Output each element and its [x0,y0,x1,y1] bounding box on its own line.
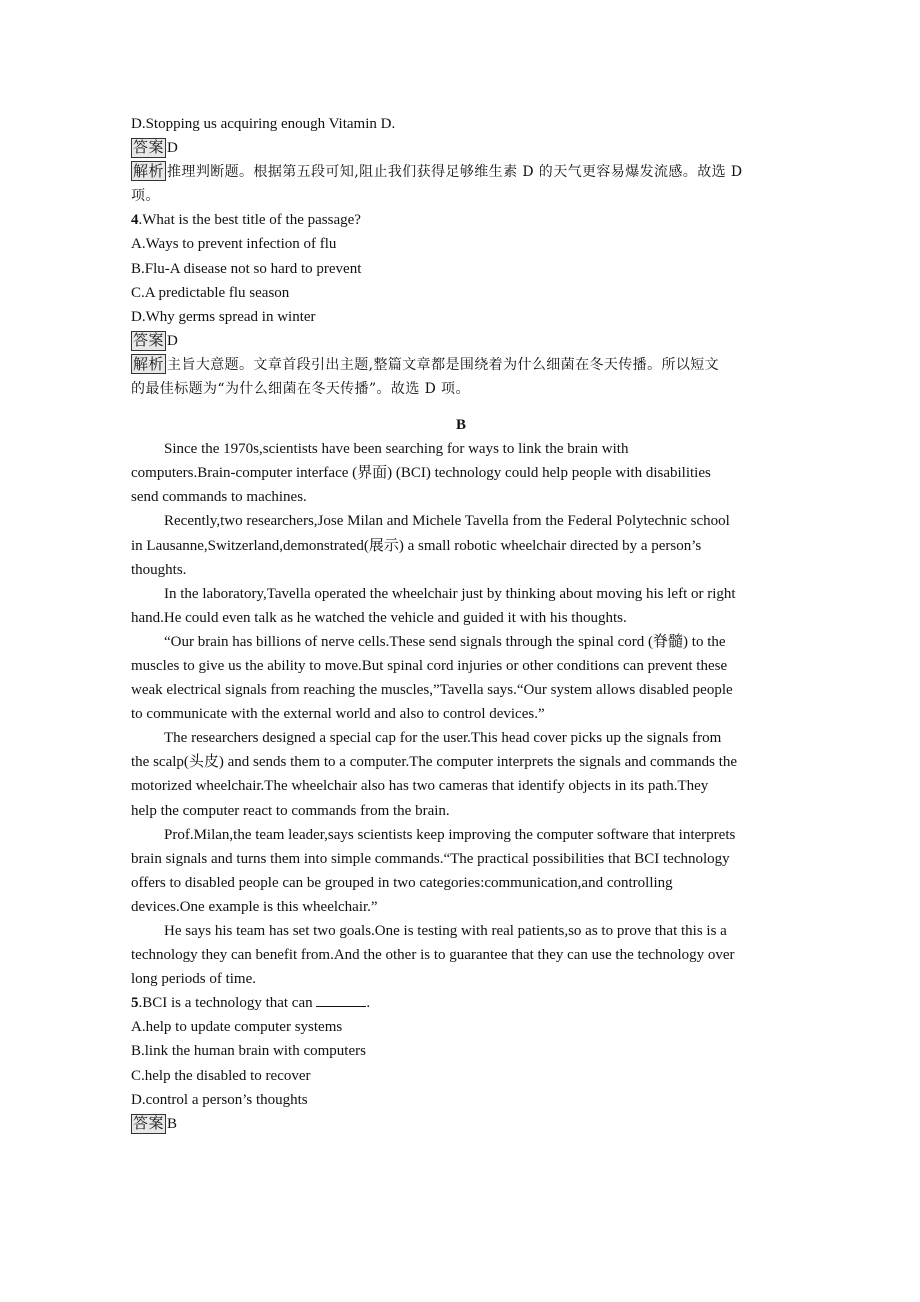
q3-explain-row [131,160,791,184]
passage-line: help the computer react to commands from the brain. [131,802,450,819]
q3-explain-line2: 项。 [131,188,160,205]
q5-option-d: D.control a person’s thoughts [131,1091,308,1108]
passage-paragraph-6 [131,823,791,919]
passage-paragraph-4 [131,630,791,726]
q4-answer-row [131,329,791,353]
q5-question [131,991,791,1015]
passage-line: long periods of time. [131,971,256,988]
answer-tag: 答案 [133,1115,165,1132]
passage-line: The researchers designed a special cap for the user.This head cover picks up the signals from [164,730,722,747]
q5-option-c: C.help the disabled to recover [131,1067,311,1084]
passage-line: He says his team has set two goals.One is testing with real patients,so as to prove that this is a [164,923,727,939]
q4-option-a: A.Ways to prevent infection of flu [131,236,337,253]
q5-question-text: .BCI is a technology that can [138,995,313,1012]
passage-paragraph-7 [131,919,791,991]
passage-line: In the laboratory,Tavella operated the wheelchair just by thinking about moving his left or right [164,585,736,602]
passage-paragraph-3 [131,582,791,630]
q3-option-d: D.Stopping us acquiring enough Vitamin D. [131,116,396,132]
q5-option-b: B.link the human brain with computers [131,1043,366,1060]
passage-line: muscles to give us the ability to move.But spinal cord injuries or other conditions can prevent these [131,657,728,674]
q5-option-a: A.help to update computer systems [131,1019,343,1036]
q5-question-end: . [366,995,371,1012]
q3-answer-row [131,136,791,160]
q4-answer: D [167,332,178,349]
passage-line: weak electrical signals from reaching the muscles,”Tavella says.“Our system allows disabled people [131,682,733,699]
q4-option-d: D.Why germs spread in winter [131,308,316,325]
passage-line: send commands to machines. [131,489,307,506]
q4-option-b: B.Flu-A disease not so hard to prevent [131,260,362,277]
q4-explain-row [131,353,791,377]
passage-line: Since the 1970s,scientists have been searching for ways to link the brain with [164,441,629,458]
q4-question-text: .What is the best title of the passage? [138,212,361,229]
q4-option-c: C.A predictable flu season [131,284,290,301]
passage-line: brain signals and turns them into simple commands.“The practical possibilities that BCI technology [131,850,730,867]
passage-paragraph-5 [131,726,791,822]
answer-tag: 答案 [133,332,165,349]
passage-line: hand.He could even talk as he watched the vehicle and guided it with his thoughts. [131,609,627,626]
passage-line: Recently,two researchers,Jose Milan and Michele Tavella from the Federal Polytechnic school [164,513,730,530]
answer-tag: 答案 [133,140,165,157]
passage-line: in Lausanne,Switzerland,demonstrated(展示) a small robotic wheelchair directed by a person’s [131,537,702,554]
answer-blank [316,992,366,1007]
q3-answer: D [167,140,178,157]
q5-answer-row [131,1112,791,1136]
passage-paragraph-2 [131,509,791,581]
q3-explain-line1: 推理判断题。根据第五段可知,阻止我们获得足够维生素 D 的天气更容易爆发流感。故选 D [167,164,743,181]
passage-line: Prof.Milan,the team leader,says scientists keep improving the computer software that interprets [164,826,736,843]
passage-line: to communicate with the external world and also to control devices.” [131,706,545,723]
passage-line: thoughts. [131,561,187,578]
q5-number: 5 [131,995,139,1012]
q4-explain-line1: 主旨大意题。文章首段引出主题,整篇文章都是围绕着为什么细菌在冬天传播。所以短文 [167,356,720,373]
passage-line: technology they can benefit from.And the other is to guarantee that they can use the technology over [131,947,735,964]
passage-line: devices.One example is this wheelchair.” [131,898,378,915]
passage-line: “Our brain has billions of nerve cells.These send signals through the spinal cord (脊髓) to the [164,633,726,650]
q4-question [131,208,791,232]
q5-answer: B [167,1115,178,1132]
passage-line: motorized wheelchair.The wheelchair also has two cameras that identify objects in its path.They [131,778,709,795]
q4-number: 4 [131,212,139,229]
section-b-title: B [455,417,466,434]
passage-paragraph-1 [131,437,791,509]
explain-tag: 解析 [133,354,165,373]
q4-explain-line2: 的最佳标题为“为什么细菌在冬天传播”。故选 D 项。 [131,381,470,398]
passage-line: offers to disabled people can be grouped in two categories:communication,and controlling [131,874,673,891]
passage-line: computers.Brain-computer interface (界面) (BCI) technology could help people with disabilities [131,465,711,482]
passage-line: the scalp(头皮) and sends them to a computer.The computer interprets the signals and commands the [131,754,738,771]
document-page [131,112,791,1136]
explain-tag: 解析 [133,162,165,181]
